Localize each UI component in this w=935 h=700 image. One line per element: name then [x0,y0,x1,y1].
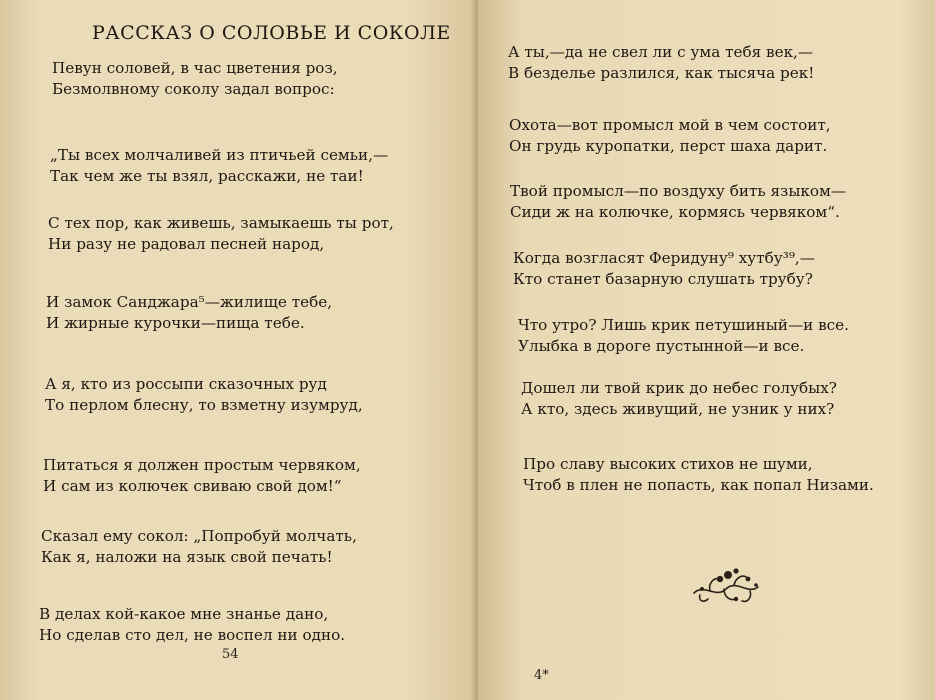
stanza [521,378,837,420]
verse-line: Но сделав сто дел, не воспел ни одно. [39,626,346,644]
floral-vignette-icon [690,565,762,607]
stanza [45,374,363,416]
poem-title: РАССКАЗ О СОЛОВЬЕ И СОКОЛЕ [92,22,451,44]
verse-line: Так чем же ты взял, расскажи, не таи! [50,167,364,185]
verse-line: „Ты всех молчаливей из птичьей семьи,— [50,146,389,164]
verse-line: В безделье разлился, как тысяча рек! [508,64,815,82]
verse-line: Он грудь куропатки, перст шаха дарит. [509,137,828,155]
stanza [52,58,338,100]
verse-line: Как я, наложи на язык свой печать! [41,548,333,566]
stanza [509,115,831,157]
stanza [523,454,874,496]
stanza [513,248,815,290]
verse-line: И сам из колючек свиваю свой дом!“ [43,477,342,495]
verse-line: Твой промысл—по воздуху бить языком— [510,182,847,200]
verse-line: То перлом блесну, то взметну изумруд, [45,396,363,414]
stanza [510,181,846,223]
verse-line: С тех пор, как живешь, замыкаешь ты рот, [48,214,394,232]
verse-line: Кто станет базарную слушать трубу? [513,270,813,288]
stanza [50,145,388,187]
verse-line: Охота—вот промысл мой в чем состоит, [509,116,831,134]
verse-line: Сказал ему сокол: „Попробуй молчать, [41,527,357,545]
verse-line: А кто, здесь живущий, не узник у них? [521,400,835,418]
verse-line: Чтоб в плен не попасть, как попал Низами. [523,476,874,494]
verse-line: В делах кой-какое мне знанье дано, [39,605,329,623]
stanza [43,455,361,497]
verse-line: Сиди ж на колючке, кормясь червяком“. [510,203,840,221]
verse-line: Ни разу не радовал песней народ, [48,235,325,253]
verse-line: Что утро? Лишь крик петушиный—и все. [518,316,849,334]
verse-line: Когда возгласят Феридуну⁹ хутбу³⁹,— [513,249,815,267]
verse-line: Безмолвному соколу задал вопрос: [52,80,335,98]
verse-line: Певун соловей, в час цветения роз, [52,59,338,77]
stanza [46,292,332,334]
verse-line: И жирные курочки—пища тебе. [46,314,305,332]
stanza [39,604,345,646]
stanza [508,42,814,84]
verse-line: И замок Санджара⁵—жилище тебе, [46,293,333,311]
stanza [48,213,394,255]
stanza [518,315,849,357]
verse-line: Дошел ли твой крик до небес голубых? [521,379,837,397]
verse-line: Питаться я должен простым червяком, [43,456,361,474]
verse-line: Про славу высоких стихов не шуми, [523,455,813,473]
signature-mark: 4* [534,668,549,683]
verse-line: А ты,—да не свел ли с ума тебя век,— [508,43,814,61]
stanza [41,526,357,568]
verse-line: Улыбка в дороге пустынной—и все. [518,337,805,355]
page-number: 54 [222,647,239,662]
verse-line: А я, кто из россыпи сказочных руд [45,375,327,393]
